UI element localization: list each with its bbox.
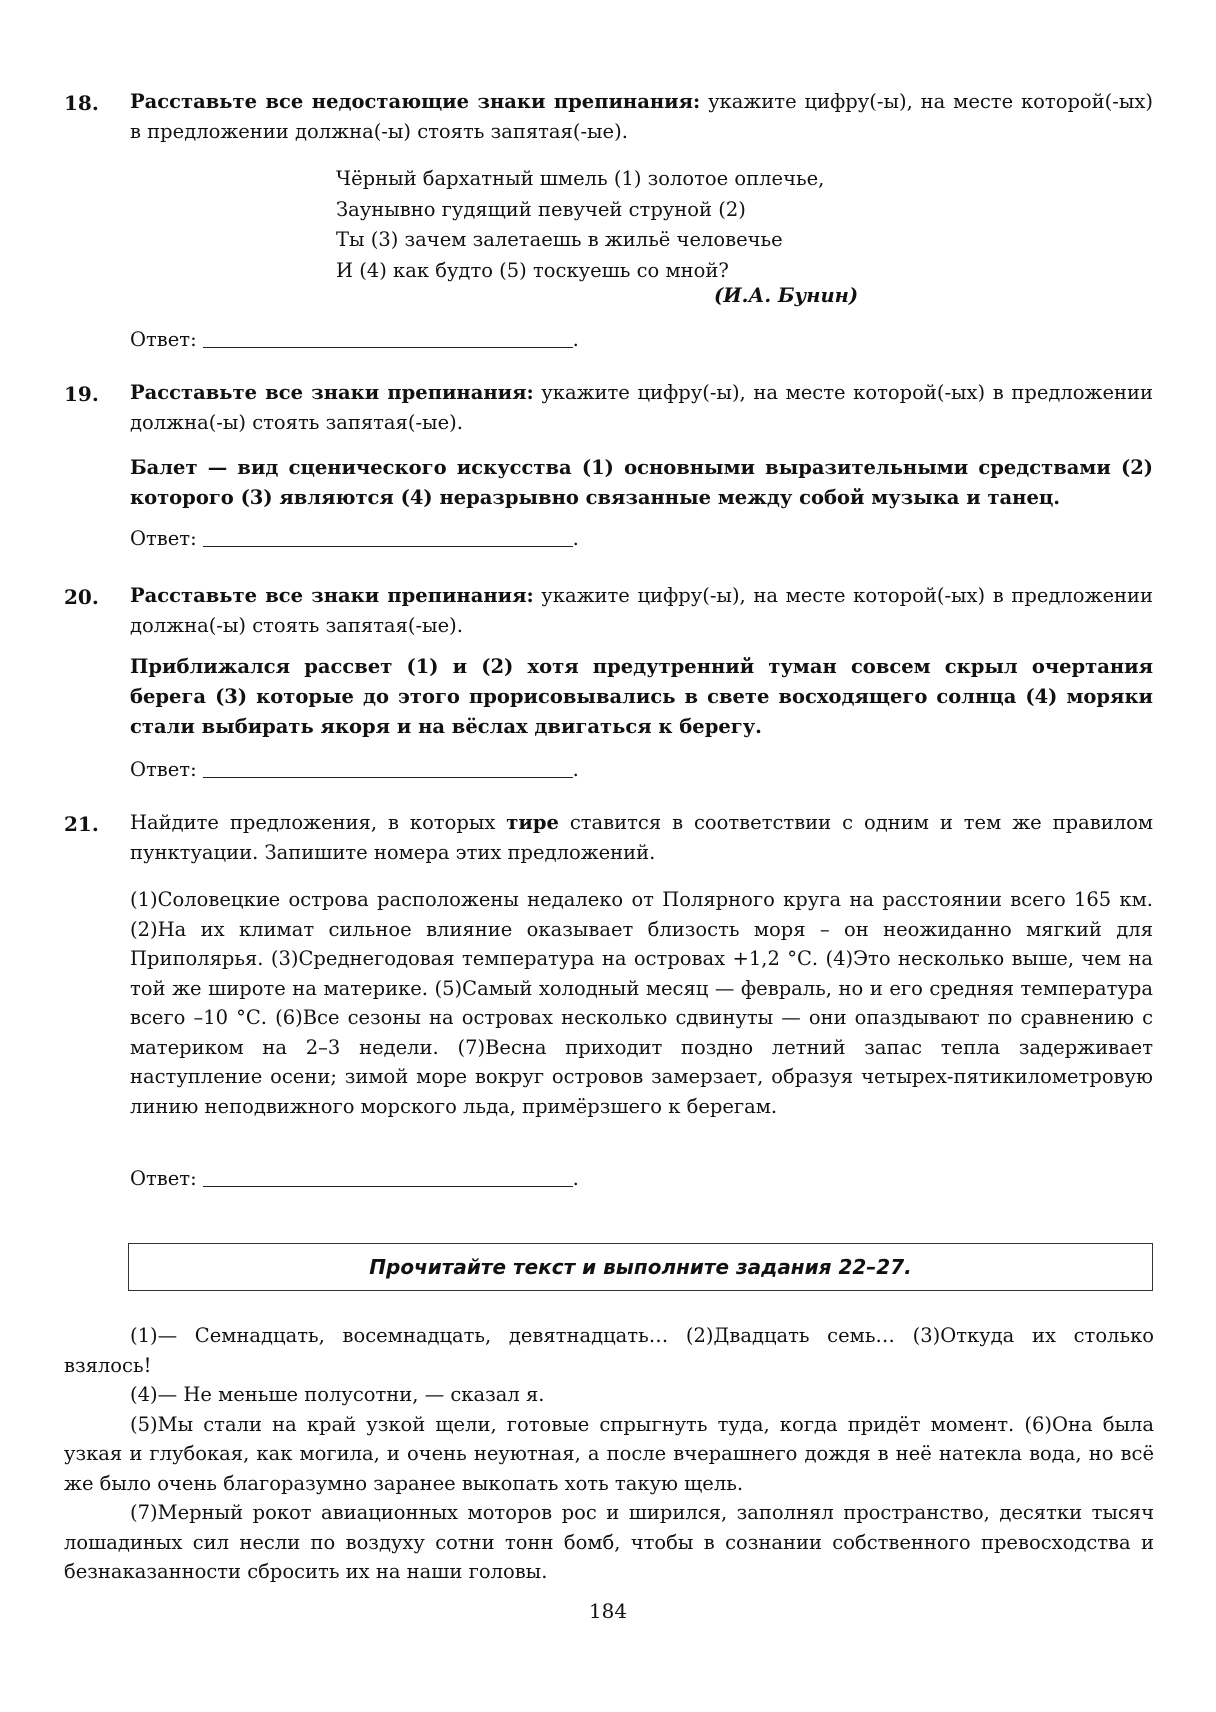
answer-field[interactable] (203, 526, 573, 547)
page-number: 184 (588, 1599, 628, 1623)
answer-row-18: Ответ: . (130, 328, 579, 351)
answer-field[interactable] (203, 1166, 573, 1187)
task-number: 18. (64, 91, 99, 115)
task-instruction (130, 808, 1153, 868)
task-number: 19. (64, 382, 99, 406)
poem-line: И (4) как будто (5) тоскуешь со мной? (336, 258, 729, 282)
task-text: укажите цифру(-ы), на месте которой(-ых) в предложении должна(-ы) стоять запятая(-ые). (130, 584, 1153, 637)
task-instruction (130, 581, 1153, 641)
answer-row-19: Ответ: . (130, 527, 579, 550)
reading-paragraph: (4)— Не меньше полусотни, — сказал я. (130, 1383, 545, 1406)
task-sentence: Приближался рассвет (1) и (2) хотя предутренний туман совсем скрыл очертания берега (3) которые до этого прорисовывались в свете восходящего солнца (4) моряки стали выбирать якоря и на вёслах двигаться к берегу. (130, 655, 1153, 738)
task-number: 20. (64, 585, 99, 609)
answer-field[interactable] (203, 327, 573, 348)
task-keyword: тире (506, 811, 559, 834)
task-instruction (130, 378, 1153, 438)
reading-paragraph: (5)Мы стали на край узкой щели, готовые спрыгнуть туда, когда придёт момент. (6)Она была узкая и глубокая, как могила, и очень неуютная, а после вчерашнего дождя в неё натекла вода, но всё же было очень благоразумно заранее выкопать хоть такую щель. (64, 1412, 1154, 1495)
answer-row-20: Ответ: . (130, 758, 579, 781)
poem (336, 164, 824, 286)
reading-paragraph: (1)— Семнадцать, восемнадцать, девятнадцать… (2)Двадцать семь… (3)Откуда их столько взялось! (64, 1324, 1154, 1377)
answer-row-21: Ответ: . (130, 1167, 579, 1190)
task-text: Найдите предложения, в которых (130, 811, 507, 834)
answer-label: Ответ: (130, 1167, 197, 1190)
poem-author: (И.А. Бунин) (714, 284, 859, 307)
reading-paragraph: (7)Мерный рокот авиационных моторов рос и ширился, заполнял пространство, десятки тысяч лошадиных сил несли по воздуху сотни тонн бомб, чтобы в сознании собственного превосходства и безнаказанности сбросить их на наши головы. (64, 1501, 1154, 1583)
instruction-box-text: Прочитайте текст и выполните задания 22–27. (369, 1255, 912, 1279)
instruction-box (128, 1243, 1153, 1291)
answer-label: Ответ: (130, 758, 197, 781)
answer-label: Ответ: (130, 527, 197, 550)
task-text: укажите цифру(-ы), на месте которой(-ых) в предложении должна(-ы) стоять запятая(-ые). (130, 381, 1153, 434)
task-heading: Расставьте все знаки препинания: (130, 584, 534, 607)
task-number: 21. (64, 812, 99, 836)
poem-line: Заунывно гудящий певучей струной (2) (336, 197, 746, 221)
task-sentence: Балет — вид сценического искусства (1) основными выразительными средствами (2) которого (3) являются (4) неразрывно связанные между собой музыка и танец. (130, 456, 1153, 509)
answer-label: Ответ: (130, 328, 197, 351)
task-heading: Расставьте все знаки препинания: (130, 381, 534, 404)
task-passage: (1)Соловецкие острова расположены недалеко от Полярного круга на расстоянии всего 165 км. (2)На их климат сильное влияние оказывает близость моря – он неожиданно мягкий для Приполярья. (3)Среднегодовая температура на островах +1,2 °С. (4)Это несколько выше, чем на той же широте на материке. (5)Самый холодный месяц — февраль, но и его средняя температура всего –10 °С. (6)Все сезоны на островах несколько сдвинуты — они опаздывают по сравнению с материком на 2–3 недели. (7)Весна приходит поздно летний запас тепла задерживает наступление осени; зимой море вокруг островов замерзает, образуя четырех-пятикилометровую линию неподвижного морского льда, примёрзшего к берегам. (130, 888, 1153, 1118)
poem-line: Ты (3) зачем залетаешь в жильё человечье (336, 228, 783, 251)
task-instruction (130, 87, 1153, 147)
poem-line: Чёрный бархатный шмель (1) золотое оплечье, (336, 167, 825, 190)
task-text: укажите цифру(-ы), на месте которой(-ых) в предложении должна(-ы) стоять запятая(-ые). (130, 90, 1153, 143)
task-text: ставится в соответствии с одним и тем же правилом пунктуации. Запишите номера этих предложений. (130, 811, 1153, 864)
answer-field[interactable] (203, 757, 573, 778)
reading-text (64, 1321, 1154, 1587)
task-heading: Расставьте все недостающие знаки препинания: (130, 90, 701, 113)
